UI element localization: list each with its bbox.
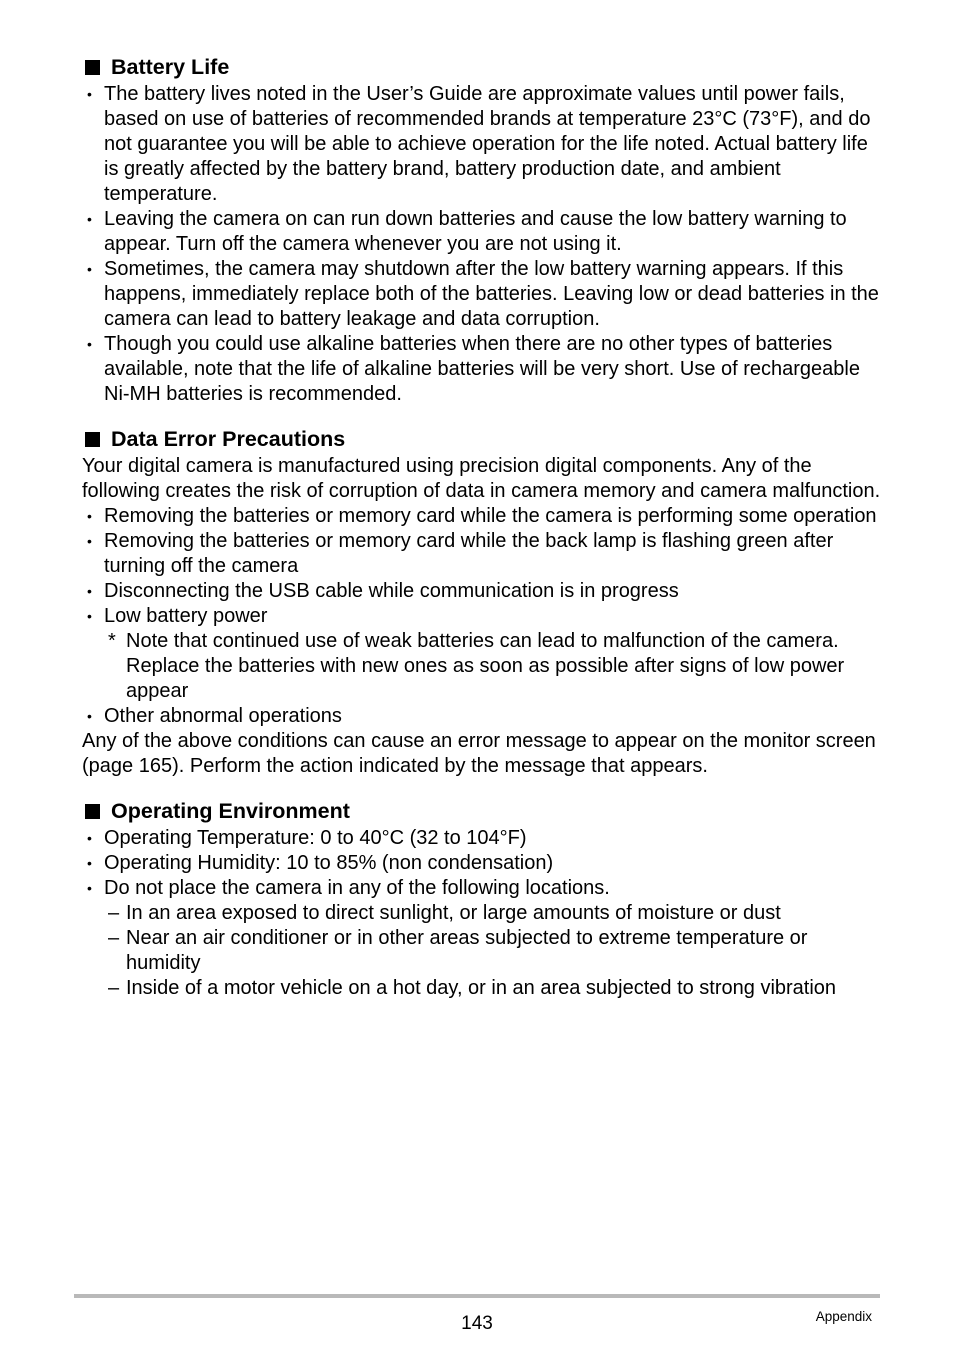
section-heading-operating-environment [82,797,882,825]
list-item: • Low battery power [82,604,882,629]
dash-mark: – [108,927,120,949]
data-error-outro: Any of the above conditions can cause an error message to appear on the monitor screen (page 165). Perform the action indicated by the message that appears. [82,730,876,777]
asterisk-mark: * [108,630,116,652]
list-item: • Removing the batteries or memory card while the back lamp is flashing green after turning off the camera [82,529,882,579]
square-bullet-icon [85,432,100,447]
operating-env-list [82,826,882,901]
battery-life-list [82,82,882,407]
list-item: • Leaving the camera on can run down batteries and cause the low battery warning to appear. Turn off the camera whenever you are not using it. [82,207,882,257]
footnote [82,629,882,704]
sub-item-text: In an area exposed to direct sunlight, or large amounts of moisture or dust [126,902,781,924]
sub-list-item [82,976,882,1001]
list-item: • Removing the batteries or memory card while the camera is performing some operation [82,504,882,529]
list-item: • Do not place the camera in any of the following locations. [82,876,882,901]
data-error-list-continued [82,704,882,729]
data-error-list [82,504,882,629]
sub-list-item [82,901,882,926]
square-bullet-icon [85,804,100,819]
dash-mark: – [108,902,120,924]
sub-item-text: Near an air conditioner or in other areas subjected to extreme temperature or humidity [126,927,808,974]
footer-divider [74,1294,880,1298]
section-heading-battery-life [82,53,882,81]
list-item: • Operating Humidity: 10 to 85% (non condensation) [82,851,882,876]
heading-text: Data Error Precautions [111,427,346,451]
list-item: • Sometimes, the camera may shutdown after the low battery warning appears. If this happens, immediately replace both of the batteries. Leaving low or dead batteries in the camera can lead to battery leakage and data corruption. [82,257,882,332]
data-error-intro: Your digital camera is manufactured using precision digital components. Any of the following creates the risk of corruption of data in camera memory and camera malfunction. [82,455,881,502]
dash-mark: – [108,977,120,999]
page-number: 143 [461,1313,493,1334]
square-bullet-icon [85,60,100,75]
list-item: • Though you could use alkaline batteries when there are no other types of batteries available, note that the life of alkaline batteries will be very short. Use of rechargeable Ni-MH batteries is recommended. [82,332,882,407]
section-label: Appendix [815,1309,872,1324]
list-item: • Other abnormal operations [82,704,882,729]
sub-list-item [82,926,882,976]
list-item: • Operating Temperature: 0 to 40°C (32 to 104°F) [82,826,882,851]
heading-text: Operating Environment [111,799,350,823]
list-item: • The battery lives noted in the User’s Guide are approximate values until power fails, based on use of batteries of recommended brands at temperature 23°C (73°F), and do not guarantee you will be able to achieve operation for the life noted. Actual battery life is greatly affected by the battery brand, battery production date, and ambient temperature. [82,82,882,207]
page-content [82,53,882,1001]
sub-item-text: Inside of a motor vehicle on a hot day, or in an area subjected to strong vibration [126,977,837,999]
section-heading-data-error [82,425,882,453]
heading-text: Battery Life [111,55,230,79]
list-item: • Disconnecting the USB cable while communication is in progress [82,579,882,604]
footnote-text: Note that continued use of weak batteries can lead to malfunction of the camera. Replace the batteries with new ones as soon as possible after signs of low power appear [126,630,845,702]
